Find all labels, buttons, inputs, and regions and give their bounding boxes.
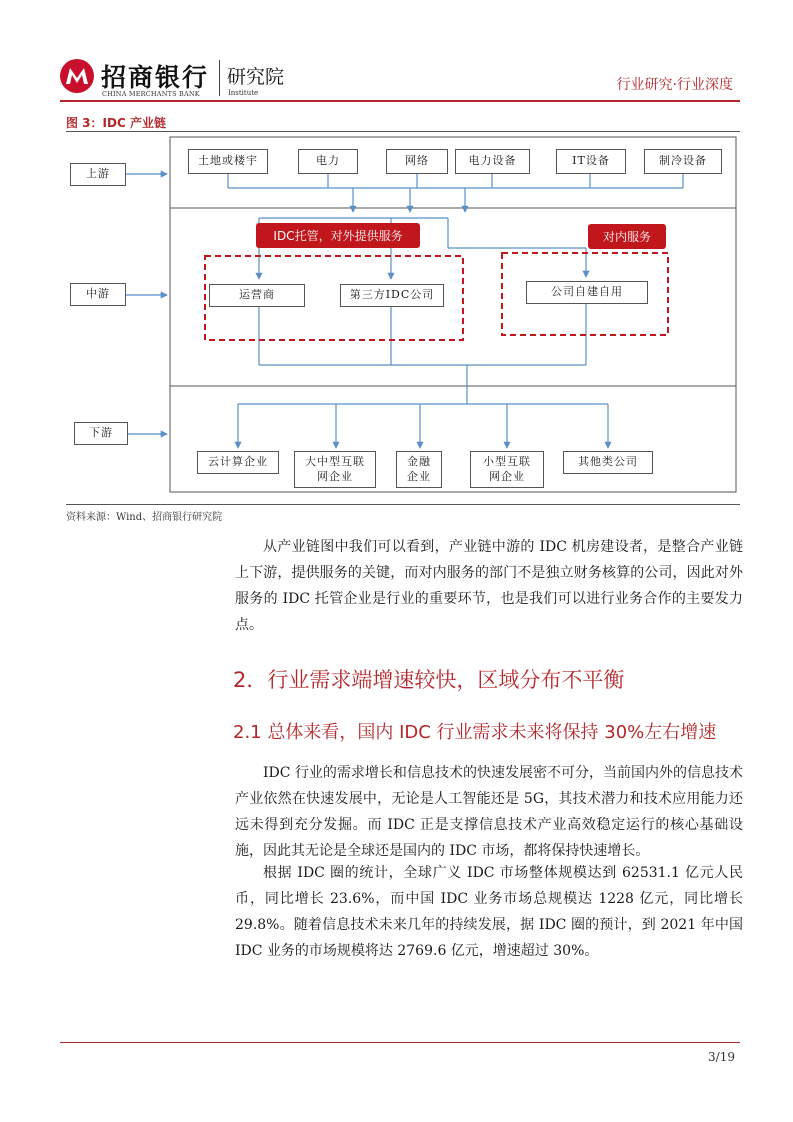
down-cloud-computing: 云计算企业 xyxy=(197,451,279,474)
upstream-cooling-equipment: 制冷设备 xyxy=(644,149,722,174)
institute-name: 研究院 xyxy=(227,66,285,88)
brand-name-en: CHINA MERCHANTS BANK xyxy=(102,90,200,98)
external-service-label: IDC托管，对外提供服务 xyxy=(256,223,420,248)
paragraph-2: IDC 行业的需求增长和信息技术的快速发展密不可分，当前国内外的信息技术产业依然在快速发展中，无论是人工智能还是 5G，其技术潜力和技术应用能力还远未得到充分发掘。而 IDC 正是支撑信息技术产业高效稳定运行的核心基础设施，因此其无论是全球还是国内的 IDC 市场，都将保持快速增长。 xyxy=(235,765,743,859)
mid-operator: 运营商 xyxy=(209,284,305,307)
down-finance-line1: 金融 xyxy=(407,454,431,468)
upstream-it-equipment: IT设备 xyxy=(556,149,626,174)
down-other: 其他类公司 xyxy=(563,451,653,474)
header-rule xyxy=(60,100,740,102)
paragraph-3: 根据 IDC 圈的统计，全球广义 IDC 市场整体规模达到 62531.1 亿元人民币，同比增长 23.6%，而中国 IDC 业务市场总规模达 1228 亿元，同比增长 29.8%。随着信息技术未来几年的持续发展，据 IDC 圈的预计，到 2021 年中国 IDC 业务的市场规模将达 2769.6 亿元，增速超过 30%。 xyxy=(235,865,743,959)
institute-name-en: Institute xyxy=(228,89,259,97)
subsection-heading: 2.1 总体来看，国内 IDC 行业需求未来将保持 30%左右增速 xyxy=(233,722,717,743)
down-large-internet-line2: 网企业 xyxy=(317,469,353,483)
upstream-land: 土地或楼宇 xyxy=(188,149,268,174)
idc-industry-chain-diagram xyxy=(66,136,746,508)
paragraph-1: 从产业链图中我们可以看到，产业链中游的 IDC 机房建设者，是整合产业链上下游，提供服务的关键，而对内服务的部门不是独立财务核算的公司，因此对外服务的 IDC 托管企业是行业的重要环节，也是我们可以进行业务合作的主要发力点。 xyxy=(235,539,743,633)
logo-divider xyxy=(219,60,220,96)
internal-service-label: 对内服务 xyxy=(588,224,666,249)
section-heading: 2．行业需求端增速较快，区域分布不平衡 xyxy=(233,668,625,692)
figure-title: 图 3：IDC 产业链 xyxy=(66,116,166,130)
stage-downstream: 下游 xyxy=(74,422,128,445)
cmb-logo-icon xyxy=(58,58,96,94)
figure-title-rule xyxy=(66,131,740,132)
down-large-internet-line1: 大中型互联 xyxy=(305,454,365,468)
mid-third-party-idc: 第三方IDC公司 xyxy=(340,284,444,307)
down-small-internet-line2: 网企业 xyxy=(489,469,525,483)
upstream-network: 网络 xyxy=(386,149,448,174)
stage-midstream: 中游 xyxy=(70,283,126,306)
diagram-frame xyxy=(170,137,736,492)
down-large-internet xyxy=(294,451,376,488)
source-rule xyxy=(66,504,740,505)
upstream-power: 电力 xyxy=(298,149,358,174)
down-small-internet xyxy=(470,451,544,488)
mid-self-built: 公司自建自用 xyxy=(526,281,648,304)
brand-name: 招商银行 xyxy=(101,63,210,92)
figure-source: 资料来源：Wind、招商银行研究院 xyxy=(66,512,223,523)
down-finance xyxy=(396,451,442,488)
footer-rule xyxy=(60,1042,740,1043)
down-small-internet-line1: 小型互联 xyxy=(483,454,531,468)
report-type: 行业研究·行业深度 xyxy=(616,77,733,93)
page-number: 3/19 xyxy=(708,1050,735,1064)
upstream-power-equipment: 电力设备 xyxy=(455,149,530,174)
down-finance-line2: 企业 xyxy=(407,469,431,483)
stage-upstream: 上游 xyxy=(70,163,126,186)
